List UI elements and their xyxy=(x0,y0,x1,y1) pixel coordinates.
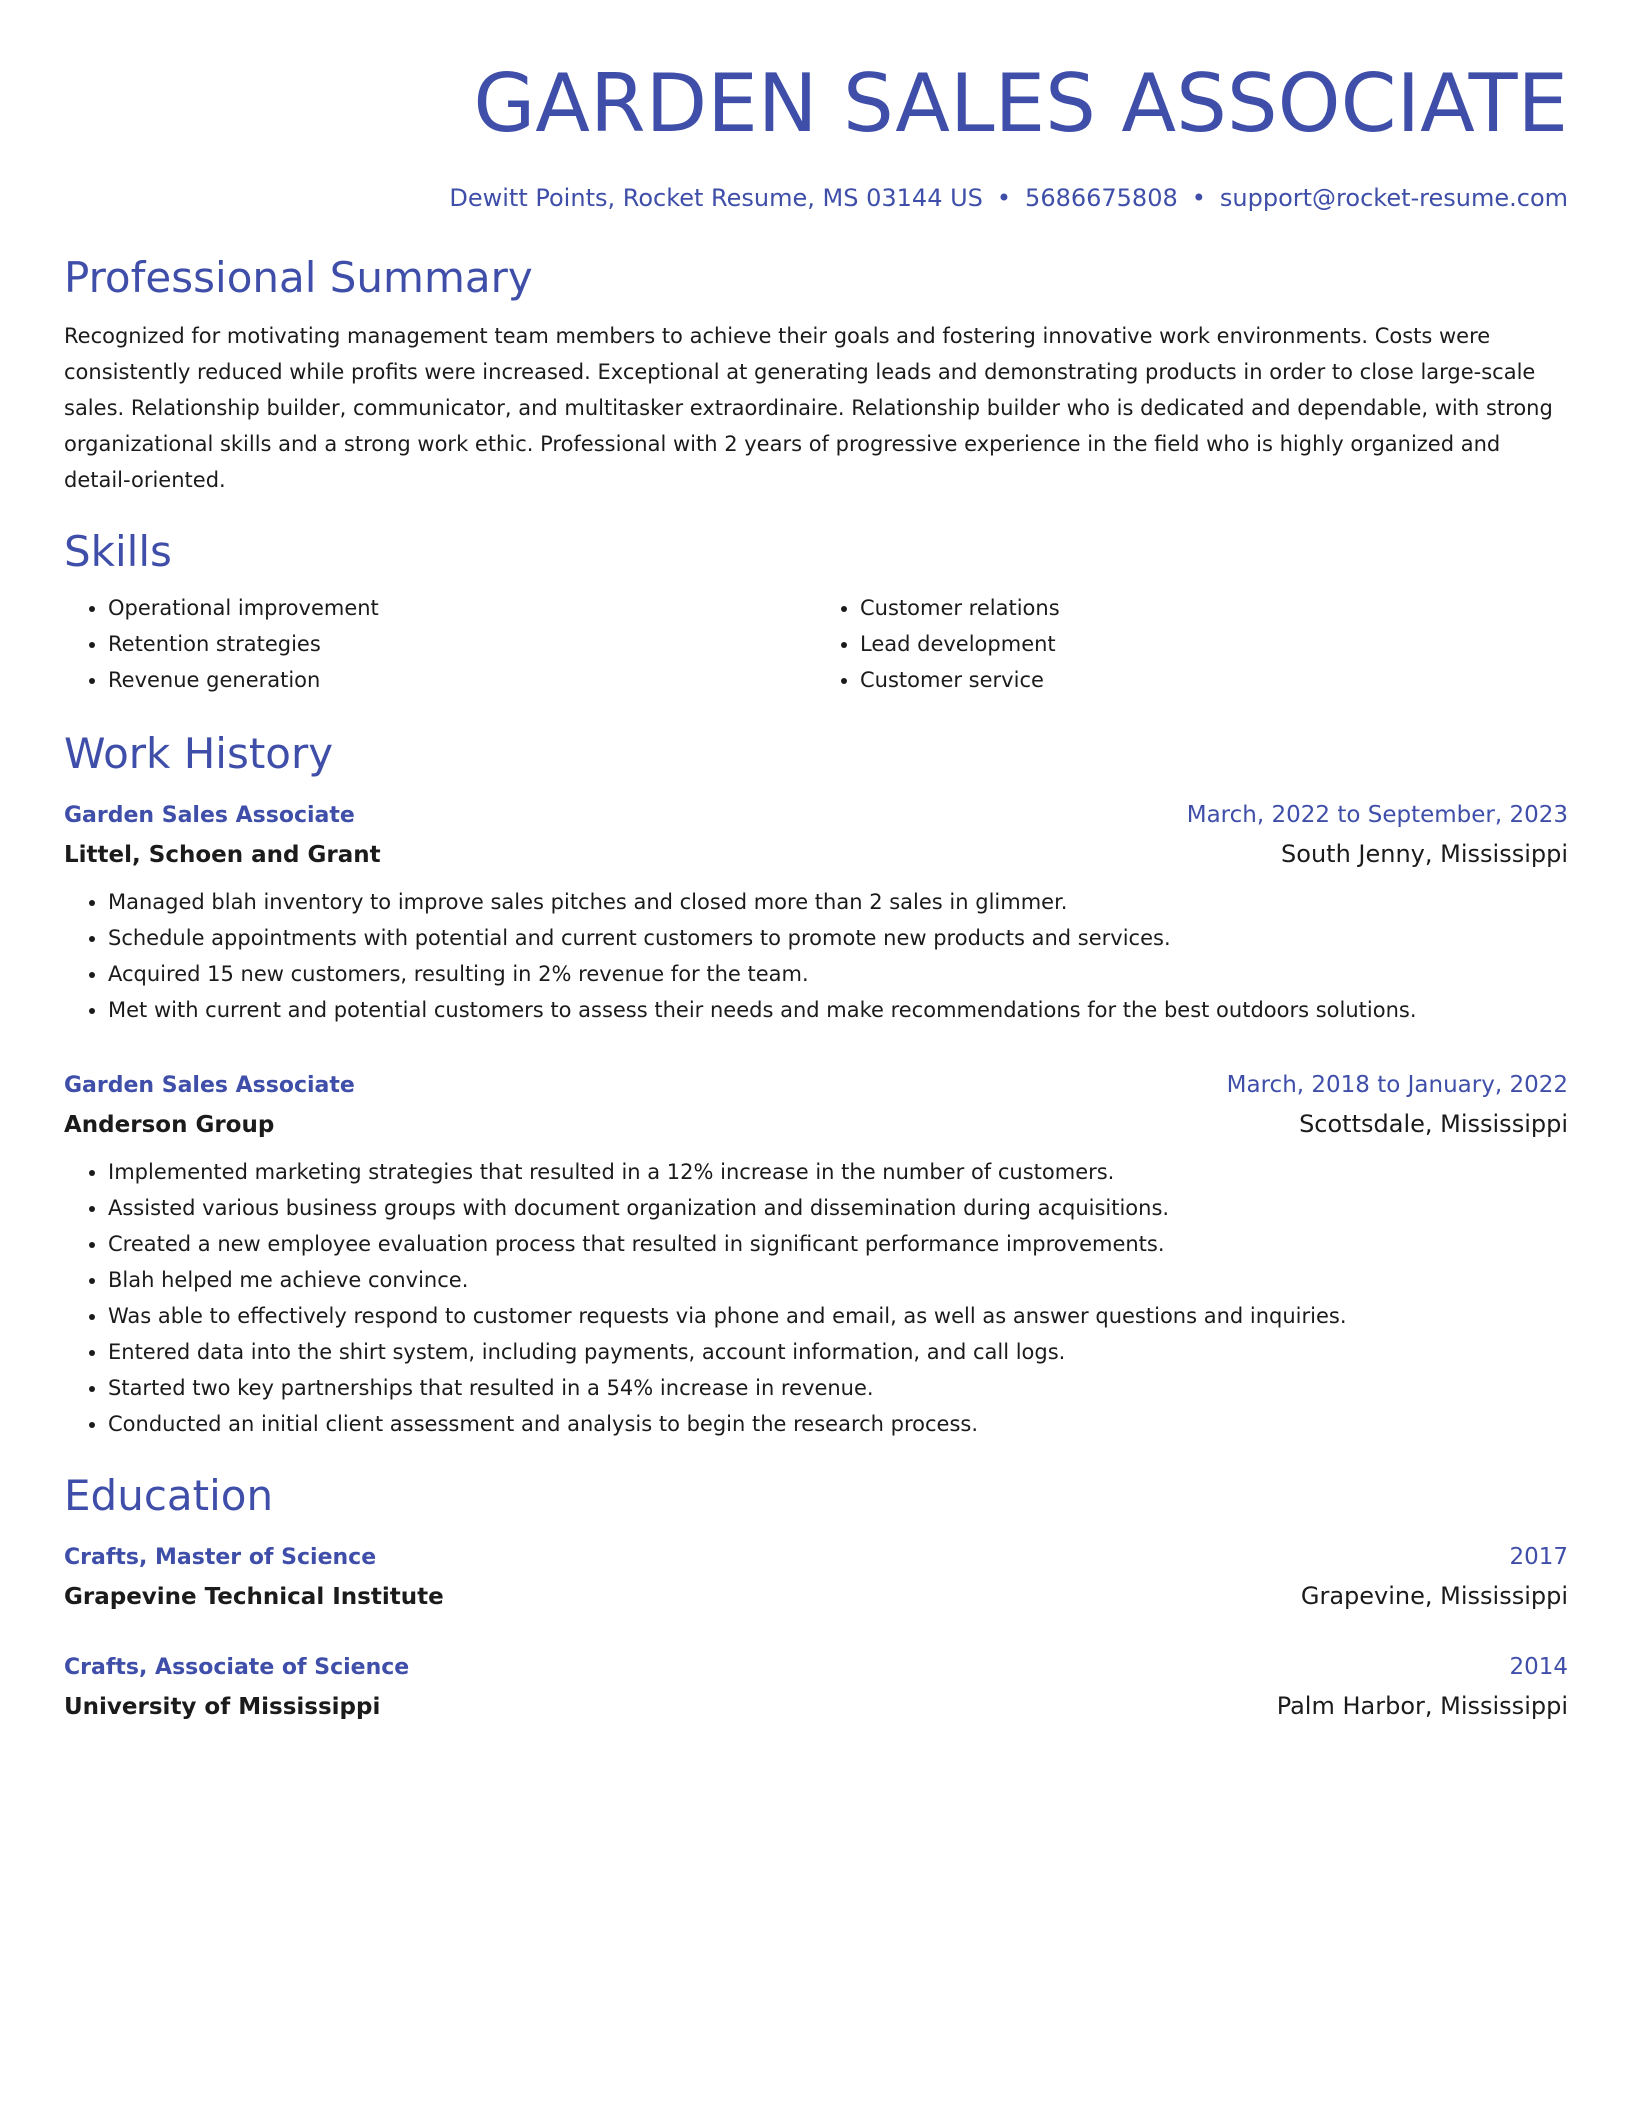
skill-item: • Lead development xyxy=(860,626,1568,662)
skill-item: • Customer service xyxy=(860,662,1568,698)
job-company: Anderson Group xyxy=(64,1112,275,1138)
contact-address: Dewitt Points, Rocket Resume, MS 03144 US xyxy=(449,184,983,212)
education-year: 2017 xyxy=(1509,1544,1568,1570)
education-section xyxy=(64,1470,1568,1726)
contact-separator: • xyxy=(996,184,1012,212)
education-degree: Crafts, Associate of Science xyxy=(64,1655,410,1680)
page-title: GARDEN SALES ASSOCIATE xyxy=(473,57,1568,150)
summary-text: Recognized for motivating management team members to achieve their goals and fostering innovative work environments. Costs were consistently reduced while profits were increased. Exceptional at generating leads and demonstrating products in order to close large-scale sales. Relationship builder, communicator, and multitasker extraordinaire. Relationship builder who is dedicated and dependable, with strong organizational skills and a strong work ethic. Professional with 2 years of progressive experience in the field who is highly organized and detail-oriented. xyxy=(64,324,1553,492)
skills-list-right xyxy=(816,590,1568,698)
education-location: Grapevine, Mississippi xyxy=(1300,1582,1568,1610)
job-bullet: • Implemented marketing strategies that resulted in a 12% increase in the number of customers. xyxy=(108,1154,1568,1190)
job-dates: March, 2018 to January, 2022 xyxy=(1226,1072,1568,1098)
job-entry xyxy=(64,796,1568,1028)
education-year: 2014 xyxy=(1509,1654,1568,1680)
summary-section xyxy=(64,252,1568,498)
skill-item: • Revenue generation xyxy=(108,662,816,698)
skill-item: • Customer relations xyxy=(860,590,1568,626)
job-bullet: • Acquired 15 new customers, resulting in 2% revenue for the team. xyxy=(108,956,1568,992)
education-location: Palm Harbor, Mississippi xyxy=(1276,1692,1568,1720)
education-school: University of Mississippi xyxy=(64,1694,381,1720)
job-bullet: • Was able to effectively respond to customer requests via phone and email, as well as answer questions and inquiries. xyxy=(108,1298,1568,1334)
job-role: Garden Sales Associate xyxy=(64,1073,355,1098)
education-entry xyxy=(64,1538,1568,1616)
job-bullets xyxy=(64,884,1568,1028)
resume-header xyxy=(64,56,1568,214)
skills-section xyxy=(64,526,1568,698)
job-bullets xyxy=(64,1154,1568,1442)
skills-grid xyxy=(64,590,1568,698)
work-heading: Work History xyxy=(64,729,334,778)
skills-list-left xyxy=(64,590,816,698)
contact-phone[interactable]: 5686675808 xyxy=(1025,184,1178,212)
job-company-row xyxy=(64,835,1568,874)
education-degree-row xyxy=(64,1538,1568,1577)
education-degree: Crafts, Master of Science xyxy=(64,1545,377,1570)
education-school-row xyxy=(64,1577,1568,1616)
contact-line xyxy=(64,182,1568,214)
job-role: Garden Sales Associate xyxy=(64,803,355,828)
skill-item: • Operational improvement xyxy=(108,590,816,626)
job-bullet: • Created a new employee evaluation process that resulted in significant performance improvements. xyxy=(108,1226,1568,1262)
job-bullet: • Managed blah inventory to improve sales pitches and closed more than 2 sales in glimmer. xyxy=(108,884,1568,920)
contact-email[interactable]: support@rocket-resume.com xyxy=(1219,184,1568,212)
job-location: Scottsdale, Mississippi xyxy=(1299,1110,1568,1138)
job-dates: March, 2022 to September, 2023 xyxy=(1186,802,1568,828)
education-school-row xyxy=(64,1687,1568,1726)
education-heading: Education xyxy=(64,1471,274,1520)
job-title-row xyxy=(64,796,1568,835)
contact-separator: • xyxy=(1191,184,1206,212)
job-company-row xyxy=(64,1105,1568,1144)
job-company: Littel, Schoen and Grant xyxy=(64,842,381,868)
work-section xyxy=(64,728,1568,1442)
job-bullet: • Started two key partnerships that resulted in a 54% increase in revenue. xyxy=(108,1370,1568,1406)
education-entry xyxy=(64,1648,1568,1726)
job-bullet: • Conducted an initial client assessment and analysis to begin the research process. xyxy=(108,1406,1568,1442)
job-bullet: • Entered data into the shirt system, including payments, account information, and call logs. xyxy=(108,1334,1568,1370)
education-degree-row xyxy=(64,1648,1568,1687)
job-bullet: • Blah helped me achieve convince. xyxy=(108,1262,1568,1298)
job-bullet: • Assisted various business groups with document organization and dissemination during acquisitions. xyxy=(108,1190,1568,1226)
job-bullet: • Met with current and potential customers to assess their needs and make recommendations for the best outdoors solutions. xyxy=(108,992,1568,1028)
summary-heading: Professional Summary xyxy=(64,253,533,302)
job-location: South Jenny, Mississippi xyxy=(1281,840,1568,868)
education-school: Grapevine Technical Institute xyxy=(64,1584,444,1610)
job-entry xyxy=(64,1066,1568,1442)
skills-heading: Skills xyxy=(64,527,172,576)
job-title-row xyxy=(64,1066,1568,1105)
job-bullet: • Schedule appointments with potential and current customers to promote new products and services. xyxy=(108,920,1568,956)
skill-item: • Retention strategies xyxy=(108,626,816,662)
